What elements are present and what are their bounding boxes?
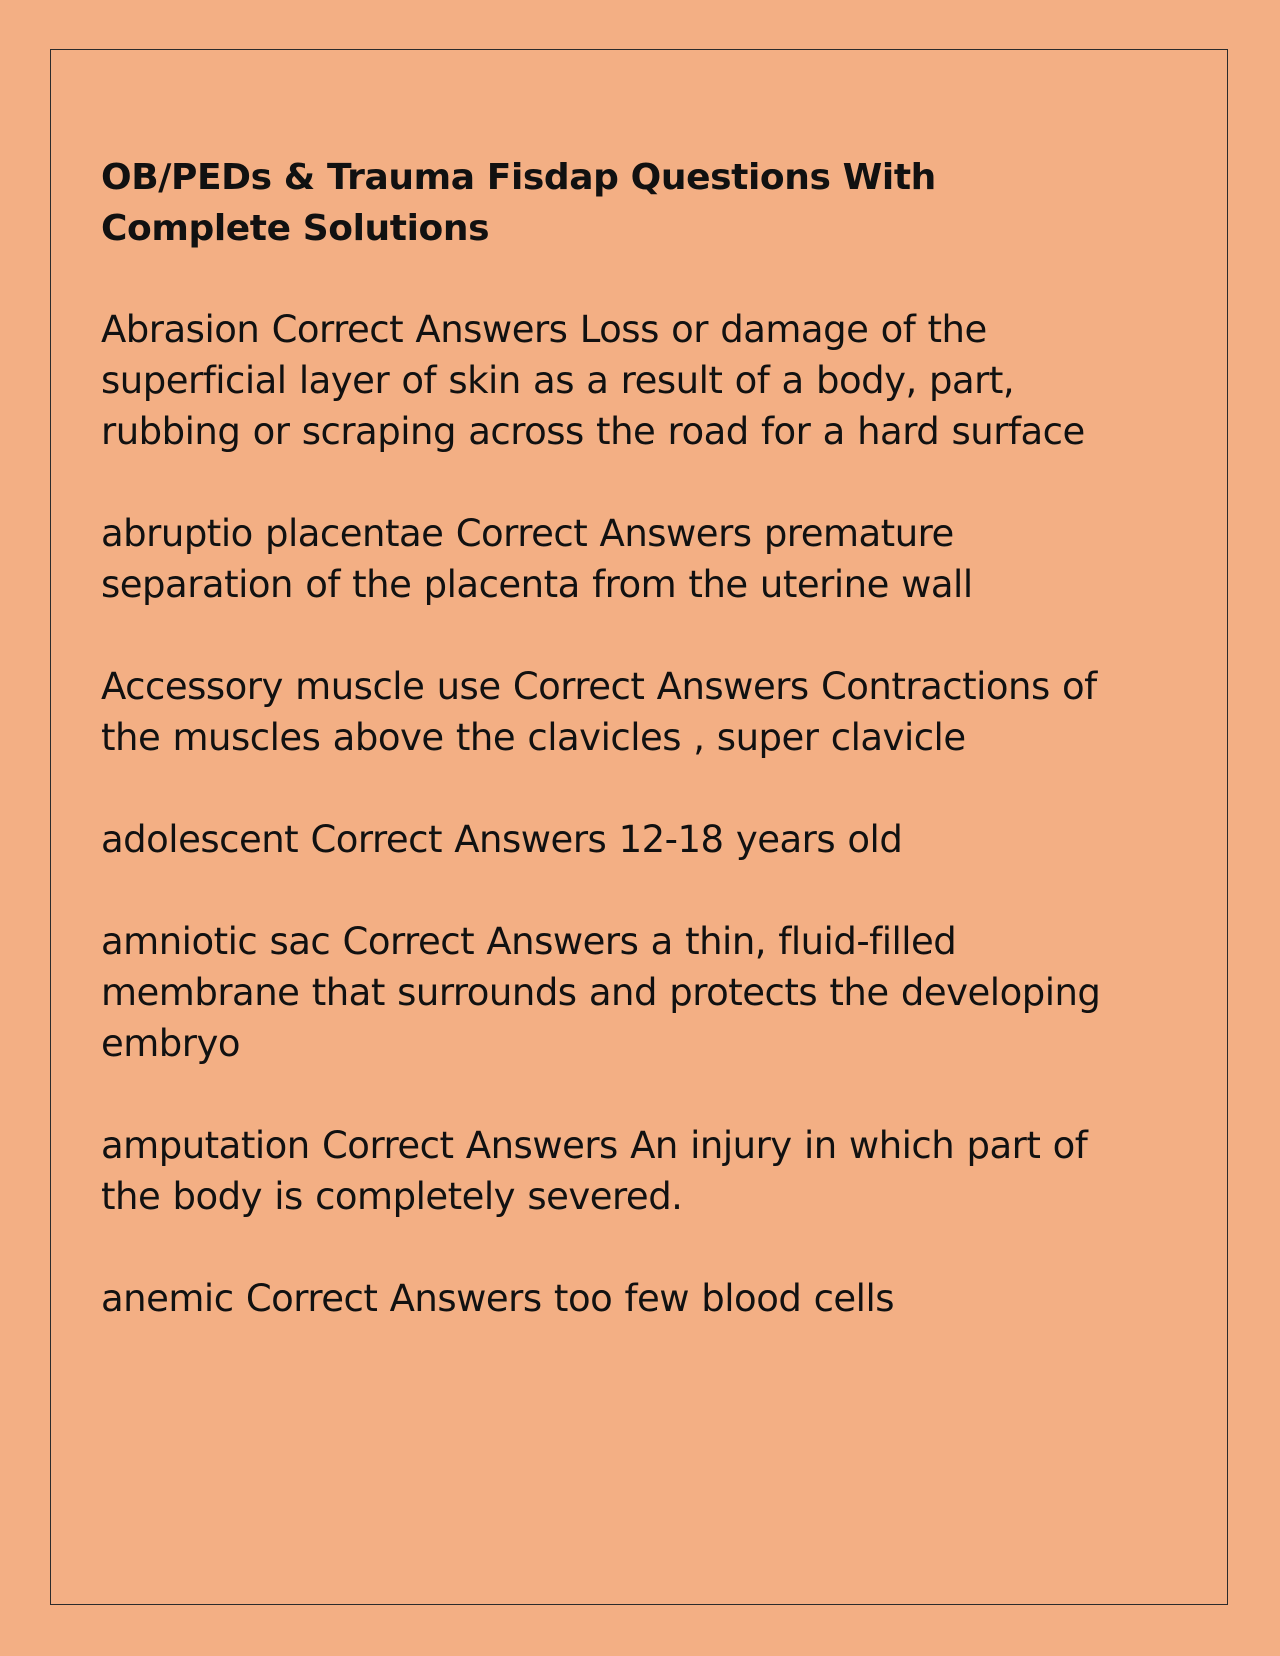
entry-amniotic-sac: amniotic sac Correct Answers a thin, fluid-filled membrane that surrounds and protects the developing embryo [101, 920, 1101, 1065]
document-title: OB/PEDs & Trauma Fisdap Questions With Complete Solutions [101, 157, 936, 249]
entry-adolescent: adolescent Correct Answers 12-18 years old [101, 818, 903, 861]
entry-amputation: amputation Correct Answers An injury in which part of the body is completely severed. [101, 1124, 1088, 1218]
entry-accessory-muscle-use: Accessory muscle use Correct Answers Contractions of the muscles above the clavicles , super clavicle [101, 665, 1097, 759]
entry-anemic: anemic Correct Answers too few blood cells [101, 1277, 895, 1320]
entry-abrasion: Abrasion Correct Answers Loss or damage of the superficial layer of skin as a result of a body, part, rubbing or scraping across the road for a hard surface [101, 308, 1085, 453]
document-body [101, 152, 1101, 1375]
entry-abruptio-placentae: abruptio placentae Correct Answers premature separation of the placenta from the uterine wall [101, 512, 973, 606]
